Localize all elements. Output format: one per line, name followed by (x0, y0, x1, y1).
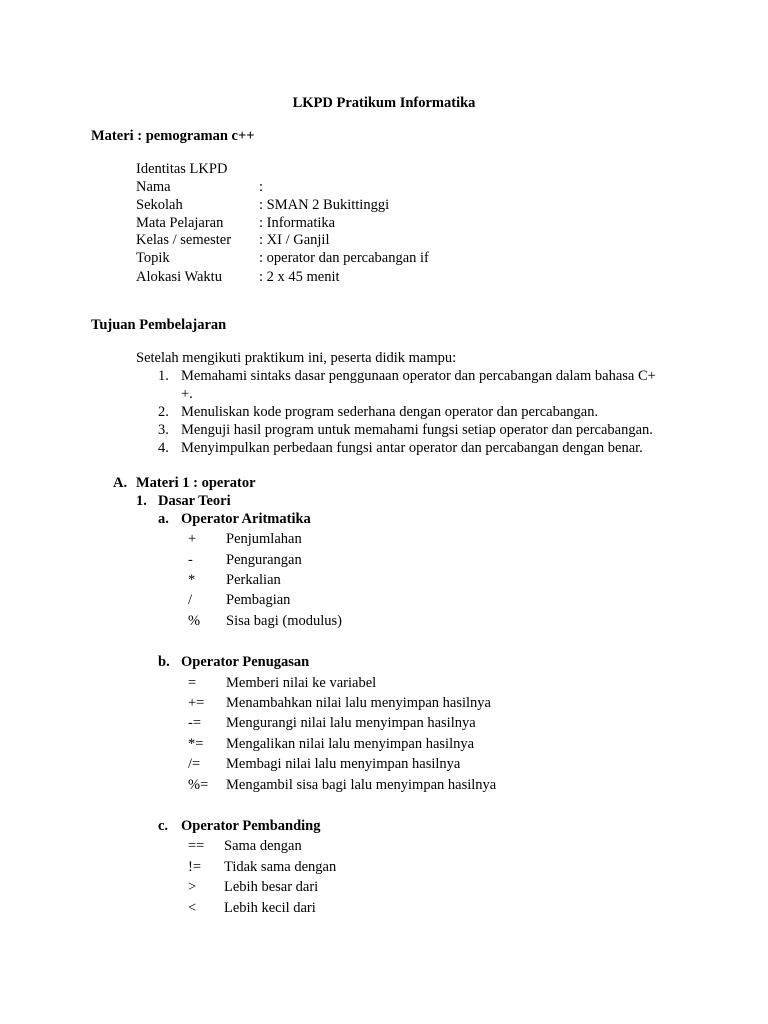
compare-desc-2: Tidak sama dengan (224, 859, 337, 875)
arit-desc-5: Sisa bagi (modulus) (226, 613, 342, 629)
group-c-marker: c. (158, 818, 169, 834)
tujuan-num-3: 3. (158, 422, 169, 438)
identitas-label-nama: Nama (136, 179, 171, 195)
group-b-title: Operator Penugasan (181, 654, 310, 670)
assign-desc-5: Membagi nilai lalu menyimpan hasilnya (226, 756, 461, 772)
identitas-value-nama: : (259, 179, 264, 195)
materi-heading: Materi : pemograman c++ (91, 128, 255, 144)
tujuan-text-2: Menuliskan kode program sederhana dengan operator dan percabangan. (181, 404, 599, 420)
assign-op-1: = (188, 675, 197, 691)
section-a-title: Materi 1 : operator (136, 475, 256, 491)
tujuan-num-2: 2. (158, 404, 169, 420)
assign-desc-6: Mengambil sisa bagi lalu menyimpan hasilnya (226, 777, 497, 793)
identitas-value-waktu: : 2 x 45 menit (259, 269, 340, 285)
arit-op-1: + (188, 531, 197, 547)
group-a-title: Operator Aritmatika (181, 511, 311, 527)
arit-op-4: / (188, 592, 193, 608)
subsection-1-title: Dasar Teori (158, 493, 231, 509)
arit-op-3: * (188, 572, 196, 588)
group-b-marker: b. (158, 654, 170, 670)
assign-op-2: += (188, 695, 205, 711)
compare-op-4: < (188, 900, 197, 916)
section-a-marker: A. (113, 475, 128, 491)
group-c-title: Operator Pembanding (181, 818, 321, 834)
identitas-value-kelas: : XI / Ganjil (259, 232, 330, 248)
assign-op-4: *= (188, 736, 204, 752)
compare-op-2: != (188, 859, 202, 875)
tujuan-text-3: Menguji hasil program untuk memahami fungsi setiap operator dan percabangan. (181, 422, 653, 438)
tujuan-text-1: Memahami sintaks dasar penggunaan operator dan percabangan dalam bahasa C+ (181, 368, 656, 384)
arit-desc-4: Pembagian (226, 592, 291, 608)
compare-op-1: == (188, 838, 205, 854)
group-a-marker: a. (158, 511, 169, 527)
assign-op-3: -= (188, 715, 202, 731)
assign-desc-1: Memberi nilai ke variabel (226, 675, 377, 691)
assign-desc-2: Menambahkan nilai lalu menyimpan hasilnya (226, 695, 491, 711)
assign-desc-4: Mengalikan nilai lalu menyimpan hasilnya (226, 736, 475, 752)
tujuan-num-1: 1. (158, 368, 169, 384)
identitas-value-topik: : operator dan percabangan if (259, 250, 429, 266)
assign-desc-3: Mengurangi nilai lalu menyimpan hasilnya (226, 715, 476, 731)
compare-desc-1: Sama dengan (224, 838, 302, 854)
assign-op-5: /= (188, 756, 201, 772)
assign-op-6: %= (188, 777, 209, 793)
arit-desc-2: Pengurangan (226, 552, 302, 568)
identitas-label-sekolah: Sekolah (136, 197, 183, 213)
identitas-label-mapel: Mata Pelajaran (136, 215, 224, 231)
identitas-heading: Identitas LKPD (136, 161, 228, 177)
tujuan-text-4: Menyimpulkan perbedaan fungsi antar operator dan percabangan dengan benar. (181, 440, 643, 456)
compare-op-3: > (188, 879, 197, 895)
tujuan-num-4: 4. (158, 440, 169, 456)
arit-desc-3: Perkalian (226, 572, 281, 588)
tujuan-heading: Tujuan Pembelajaran (91, 317, 227, 333)
compare-desc-3: Lebih besar dari (224, 879, 319, 895)
arit-desc-1: Penjumlahan (226, 531, 302, 547)
identitas-label-waktu: Alokasi Waktu (136, 269, 222, 285)
document-title: LKPD Pratikum Informatika (292, 95, 476, 111)
subsection-1-marker: 1. (136, 493, 147, 509)
identitas-value-sekolah: : SMAN 2 Bukittinggi (259, 197, 390, 213)
arit-op-5: % (188, 613, 201, 629)
identitas-label-kelas: Kelas / semester (136, 232, 232, 248)
identitas-value-mapel: : Informatika (259, 215, 336, 231)
compare-desc-4: Lebih kecil dari (224, 900, 316, 916)
arit-op-2: - (188, 552, 193, 568)
identitas-label-topik: Topik (136, 250, 170, 266)
tujuan-text-1-cont: +. (181, 386, 193, 402)
tujuan-intro: Setelah mengikuti praktikum ini, peserta didik mampu: (136, 350, 457, 366)
